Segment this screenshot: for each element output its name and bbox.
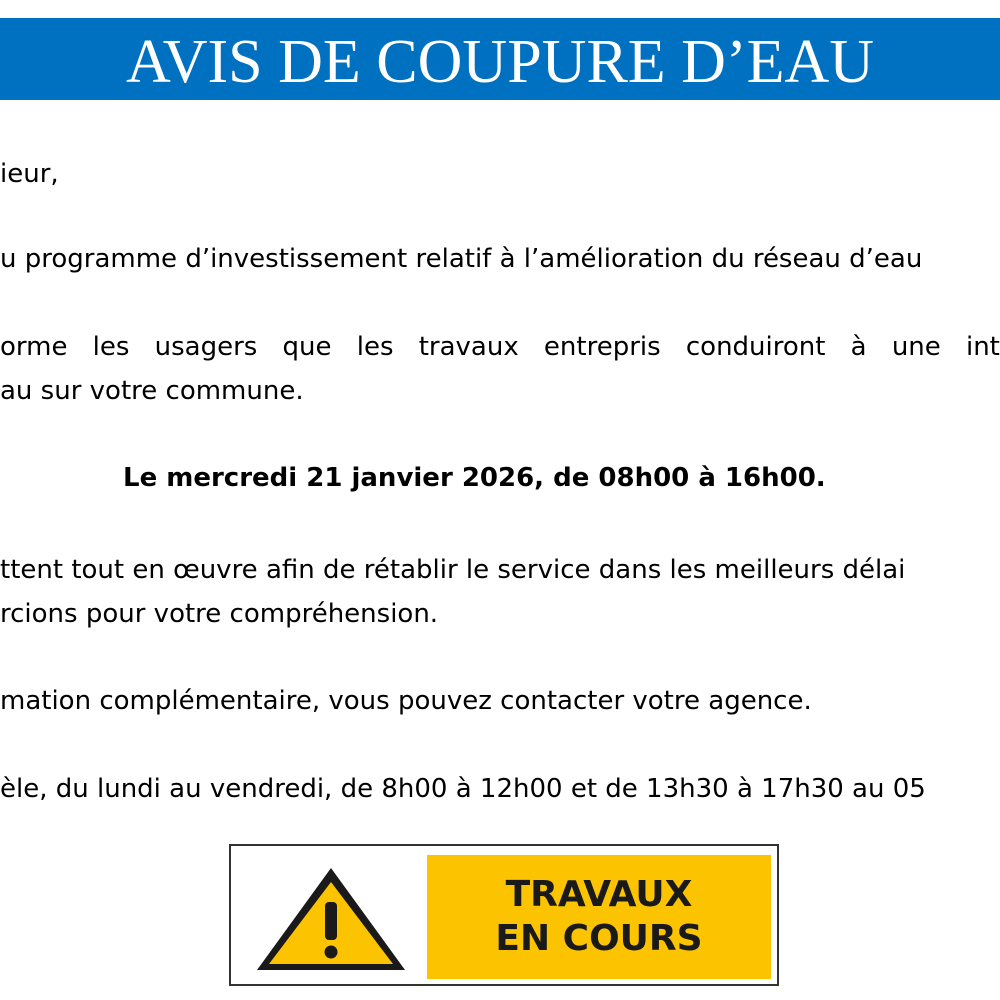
paragraph-inform-line1 [0,334,1000,360]
inform-word: usagers [154,332,258,362]
paragraph-restore-line1: ttent tout en œuvre afin de rétablir le service dans les meilleurs délai [0,555,906,585]
paragraph-restore-line2: rcions pour votre compréhension. [0,599,439,629]
paragraph-investment: u programme d’investissement relatif à l’amélioration du réseau d’eau [0,244,923,274]
paragraph-inform-line2: au sur votre commune. [0,376,304,406]
sign-line-travaux: TRAVAUX [505,874,693,915]
paragraph-contact: mation complémentaire, vous pouvez contacter votre agence. [0,686,812,716]
greeting-text: ieur, [0,159,59,189]
inform-word: travaux [418,332,519,362]
outage-date: Le mercredi 21 janvier 2026, de 08h00 à 16h00. [123,463,826,493]
inform-word: conduiront [685,332,826,362]
inform-word: orme [0,332,68,362]
sign-line-en-cours: EN COURS [495,918,703,959]
inform-word: les [356,332,394,362]
inform-word: à [850,332,867,362]
inform-word: une [891,332,941,362]
sign-yellow-panel [427,855,771,979]
title-banner [0,18,1000,100]
inform-word: entrepris [543,332,661,362]
inform-word: les [92,332,130,362]
warning-triangle-icon [253,864,409,974]
inform-word: int [965,332,1000,362]
paragraph-hours: èle, du lundi au vendredi, de 8h00 à 12h00 et de 13h30 à 17h30 au 05 [0,774,926,804]
works-in-progress-sign [229,844,779,986]
inform-word: que [282,332,332,362]
notice-title: AVIS DE COUPURE D’EAU [125,28,875,96]
